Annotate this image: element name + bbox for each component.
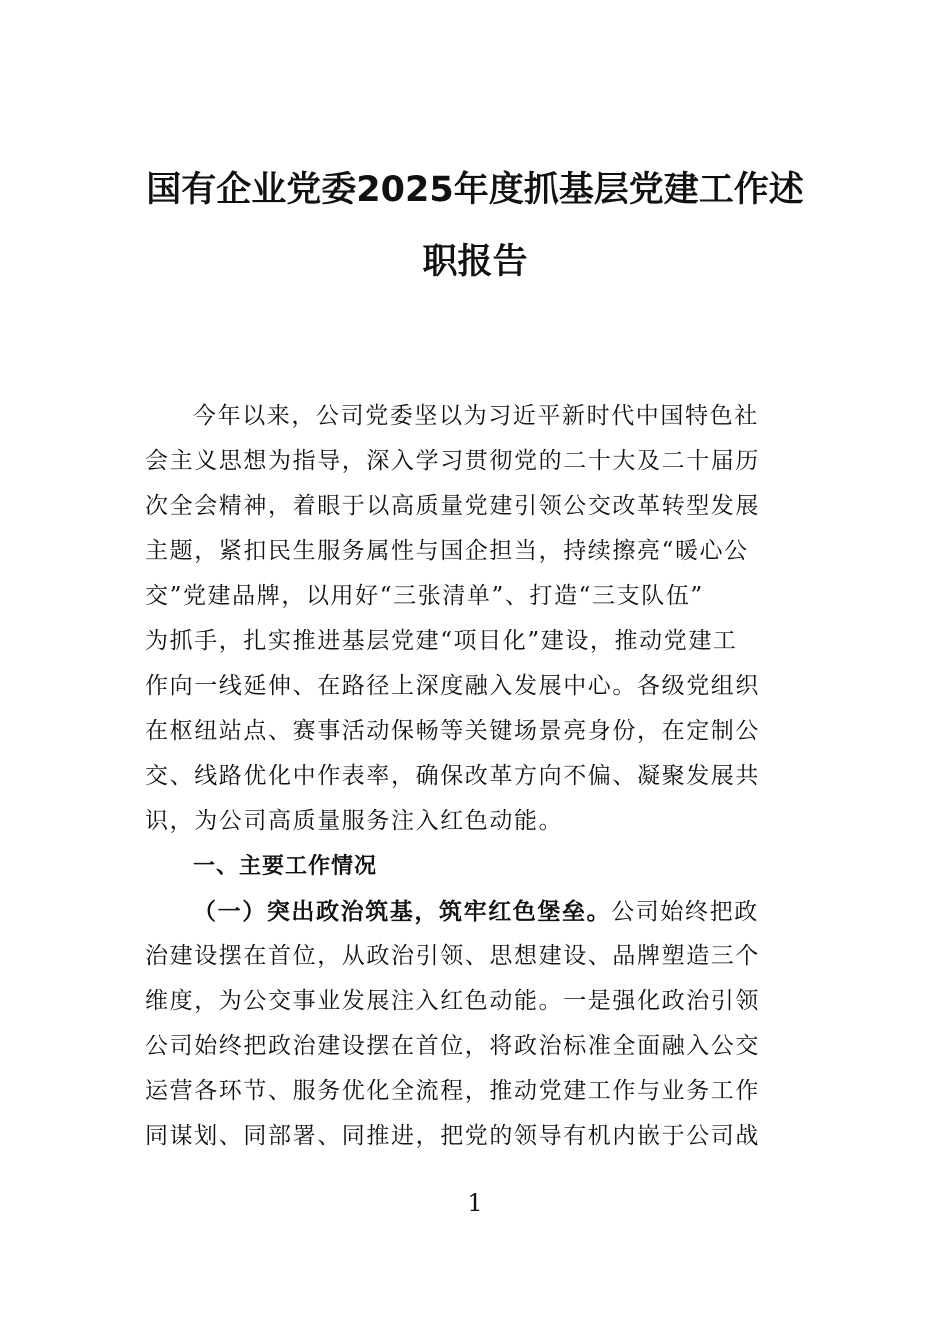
intro-line: 次全会精神，着眼于以高质量党建引领公交改革转型发展: [145, 493, 760, 519]
section-1-subheading: （一）突出政治筑基，筑牢红色堡垒。: [193, 898, 612, 925]
document-body: [145, 394, 810, 1159]
intro-line: 主题，紧扣民生服务属性与国企担当，持续擦亮“暖心公: [145, 538, 749, 564]
section-1-line: 维度，为公交事业发展注入红色动能。一是强化政治引领: [145, 988, 760, 1014]
section-1-line: 治建设摆在首位，从政治引领、思想建设、品牌塑造三个: [145, 943, 760, 969]
intro-line: 交”党建品牌，以用好“三张清单”、打造“三支队伍”: [145, 583, 704, 609]
intro-line: 作向一线延伸、在路径上深度融入发展中心。各级党组织: [145, 673, 760, 699]
page-number: 1: [467, 1189, 483, 1217]
intro-line: 识，为公司高质量服务注入红色动能。: [145, 808, 564, 834]
intro-line: 今年以来，公司党委坚以为习近平新时代中国特色社: [193, 403, 759, 429]
document-title-line-2: 职报告: [422, 242, 528, 282]
section-1-first-line: [145, 889, 810, 934]
intro-line: 为抓手，扎实推进基层党建“项目化”建设，推动党建工: [145, 628, 738, 654]
section-1-line: 运营各环节、服务优化全流程，推动党建工作与业务工作: [145, 1078, 760, 1104]
document-title-line-1: 国有企业党委2025年度抓基层党建工作述: [146, 170, 804, 210]
intro-line: 在枢纽站点、赛事活动保畅等关键场景亮身份，在定制公: [145, 718, 760, 744]
intro-line: 交、线路优化中作表率，确保改革方向不偏、凝聚发展共: [145, 763, 760, 789]
intro-line: 会主义思想为指导，深入学习贯彻党的二十大及二十届历: [145, 448, 760, 474]
section-1-first-line-rest: 公司始终把政: [611, 899, 759, 925]
section-1-line: 公司始终把政治建设摆在首位，将政治标准全面融入公交: [145, 1033, 760, 1059]
section-heading-1: 一、主要工作情况: [193, 854, 378, 879]
section-1-line: 同谋划、同部署、同推进，把党的领导有机内嵌于公司战: [145, 1123, 760, 1149]
